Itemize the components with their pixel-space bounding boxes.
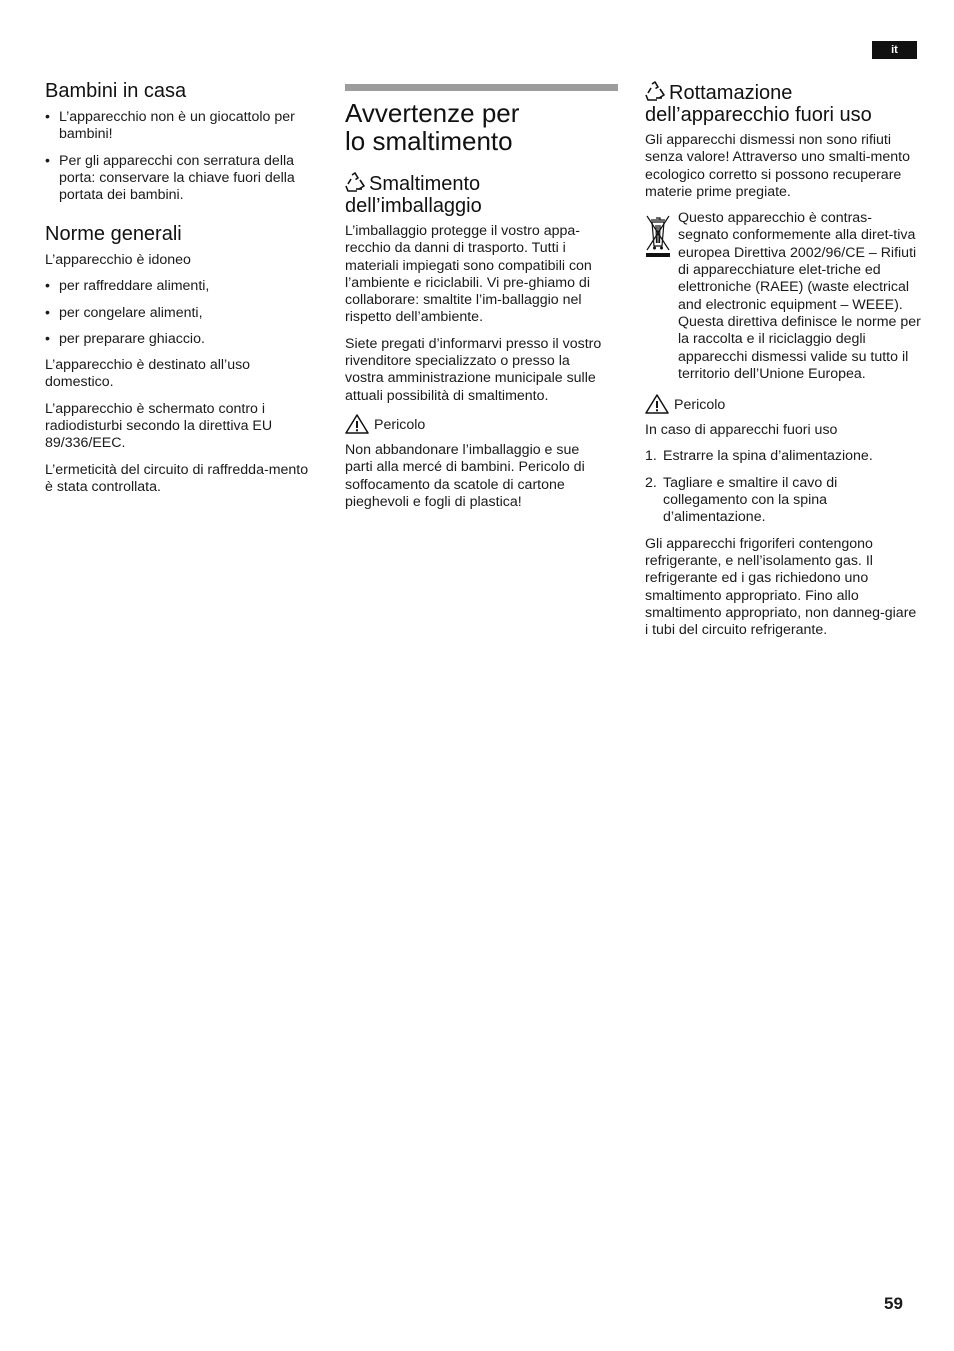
bambini-list [45,109,320,213]
step-number: 1. [645,448,657,465]
page-number: 59 [884,1294,903,1313]
list-item: • per congelare alimenti, [45,305,310,322]
main-title-line2: lo smaltimento [345,126,513,156]
para-protegge: L’imballaggio protegge il vostro appa-recchio da danni di trasporto. Tutti i materiali impiegati sono compatibili con l’ambiente e riciclabili. Vi pre-ghiamo di collaborare: smaltite l’im-ballaggio nel rispetto dell’ambiente. [345,223,592,326]
para-danger: Non abbandonare l’imballaggio e sue parti alla mercé di bambini. Pericolo di soffocamento da scatole di cartone pieghevoli e fogli di plastica! [345,441,585,510]
list-item [645,475,921,527]
warning-triangle-icon [345,414,369,434]
danger-label: Pericolo [374,416,426,433]
rottamazione-line1: Rottamazione [669,82,793,104]
rottamazione-line2: dell’apparecchio fuori uso [645,104,872,126]
para-domestico: L’apparecchio è destinato all’uso domestico. [45,357,251,391]
steps-list [645,448,921,526]
imballaggio-body [345,223,610,520]
heading-norme: Norme generali [45,223,182,245]
weee-text [678,210,921,383]
danger-note [345,414,610,434]
main-title [345,99,618,155]
list-item [645,448,921,465]
warning-triangle-icon [645,394,669,414]
imballaggio-line2: dell’imballaggio [345,195,482,217]
weee-para1: Questo apparecchio è contras-segnato conformemente alla diret-tiva europea Direttiva 2002/96/CE – Rifiuti di apparecchiature elet-triche ed elettroniche (RAEE) (waste electrical and electronic equipment – WEEE). [678,210,917,313]
language-tag: it [872,41,917,59]
main-title-line1: Avvertenze per [345,98,520,128]
para-schermato: L’apparecchio è schermato contro i radiodisturbi secondo la direttiva EU 89/336/EEC. [45,400,273,452]
list-item: • Per gli apparecchi con serratura della porta: conservare la chiave fuori della portata dei bambini. [45,153,320,205]
heading-bambini: Bambini in casa [45,80,187,102]
step-text: Estrarre la spina d’alimentazione. [663,448,873,465]
para-dismessi: Gli apparecchi dismessi non sono rifiuti senza valore! Attraverso uno smalti-mento ecologico corretto si possono recuperare materie prime pregiate. [645,132,910,200]
danger-label: Pericolo [674,397,726,414]
norme-list [45,278,310,348]
list-item: • L’apparecchio non è un giocattolo per bambini! [45,109,320,144]
step-number: 2. [645,474,657,491]
rottamazione-body [645,132,921,648]
list-item: • per preparare ghiaccio. [45,331,310,348]
heading-imballaggio [345,172,618,217]
danger-note [645,394,921,414]
imballaggio-line1: Smaltimento [369,173,481,195]
norme-block [45,252,310,505]
recycle-icon [645,81,665,101]
heading-rottamazione [645,81,925,126]
crossed-bin-icon [645,212,671,260]
para-frigoriferi: Gli apparecchi frigoriferi contengono refrigerante, e nell’isolamento gas. Il refrigerante ed i gas richiedono uno smaltimento appropriato. Fino allo smaltimento appropriato, non danneg-giare i tubi del circuito refrigerante. [645,535,917,639]
para-ermeticita: L’ermeticità del circuito di raffredda-mento è stata controllata. [45,461,309,495]
weee-block [645,210,921,383]
danger-intro: In caso di apparecchi fuori uso [645,422,838,439]
recycle-icon [345,172,365,192]
para-informarvi: Siete pregati d’informarvi presso il vostro rivenditore specializzato o presso la vostra amministrazione municipale sulle attuali possibilità di smaltimento. [345,335,602,404]
list-item: • per raffreddare alimenti, [45,278,310,295]
step-text: Tagliare e smaltire il cavo di collegamento con la spina d’alimentazione. [663,474,838,526]
section-rule [345,84,618,91]
weee-para2: Questa direttiva definisce le norme per la raccolta e il riciclaggio degli apparecchi dismessi valide su tutto il territorio dell’Unione Europea. [678,313,921,382]
norme-intro: L’apparecchio è idoneo [45,252,191,268]
